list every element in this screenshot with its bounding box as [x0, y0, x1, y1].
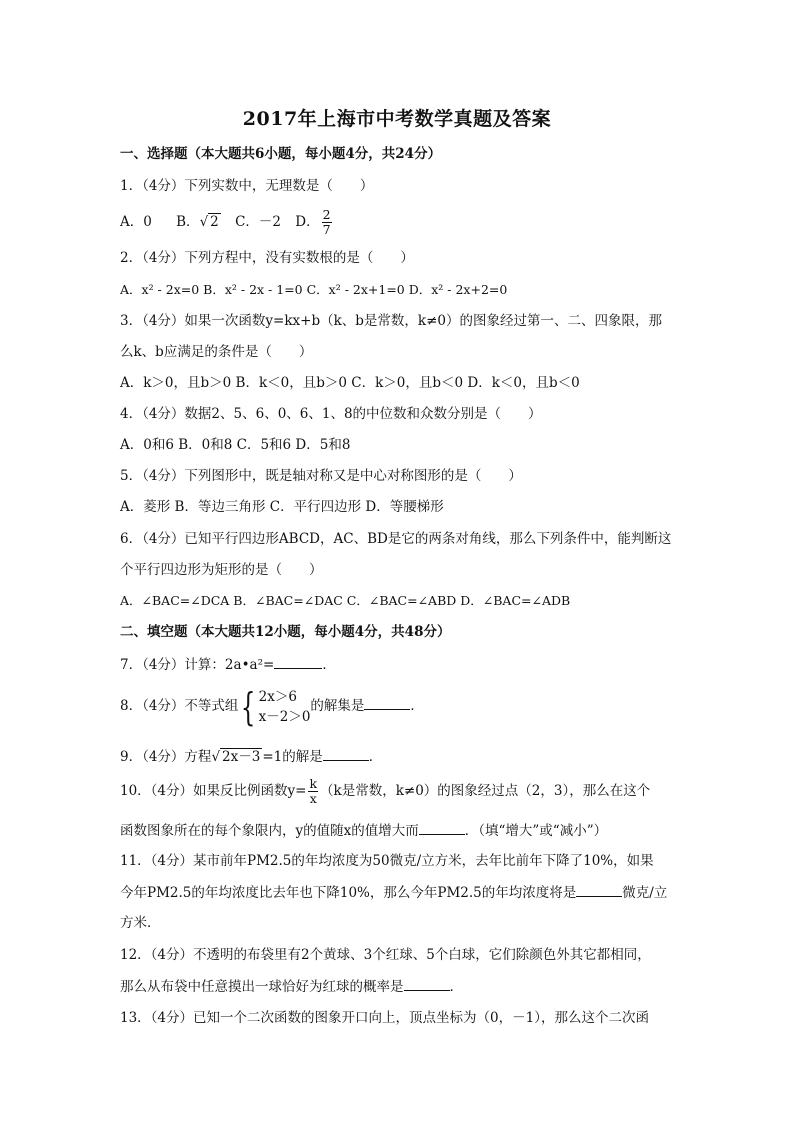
fraction-denominator: 7: [322, 222, 331, 237]
question-11-line2b: 微克/立: [622, 885, 668, 901]
question-4-options: A．0和6 B．0和8 C．5和6 D．5和8: [120, 437, 351, 453]
period: ．: [322, 657, 336, 673]
section-heading-fill: 二、填空题（本大题共12小题，每小题4分，共48分）: [120, 624, 451, 640]
option-b-label: B．: [176, 214, 200, 230]
question-12-line2: [120, 976, 463, 997]
question-9-suffix: =1的解是: [262, 749, 323, 765]
question-12-line1: 12．（4分）不透明的布袋里有2个黄球、3个红球、5个白球，它们除颜色外其它都相同，: [120, 947, 651, 963]
question-1-stem: 1．（4分）下列实数中，无理数是（ ）: [120, 178, 374, 194]
fraction-denominator: x: [309, 791, 317, 806]
question-10-prefix: 10．（4分）如果反比例函数y=: [120, 783, 307, 799]
question-10-line1: [120, 776, 650, 806]
question-7: [120, 654, 336, 675]
inequality-row-1: 2x＞6: [258, 688, 297, 705]
fraction: [308, 777, 318, 806]
question-11-line2a: 今年PM2.5的年均浓度比去年也下降10%，那么今年PM2.5的年均浓度将是: [120, 885, 577, 901]
answer-blank: [274, 654, 322, 669]
question-6-stem-line2: 个平行四边形为矩形的是（ ）: [120, 562, 323, 578]
answer-blank: [576, 882, 622, 897]
question-4-stem: 4．（4分）数据2、5、6、0、6、1、8的中位数和众数分别是（ ）: [120, 406, 542, 422]
period: ．: [410, 698, 424, 714]
question-2-stem: 2．（4分）下列方程中，没有实数根的是（ ）: [120, 250, 414, 266]
question-10-suffix: （k是常数，k≠0）的图象经过点（2，3），那么在这个: [320, 783, 651, 799]
question-11-line3: 方米．: [120, 915, 161, 931]
question-9-prefix: 9．（4分）方程: [120, 749, 212, 765]
sqrt-symbol: √: [199, 214, 209, 230]
question-3-stem-line1: 3．（4分）如果一次函数y=kx+b（k、b是常数，k≠0）的图象经过第一、二、四象限，那: [120, 313, 663, 329]
question-5-options: A．菱形 B．等边三角形 C．平行四边形 D．等腰梯形: [120, 499, 444, 515]
radicand: 2x－3: [222, 749, 261, 765]
section-heading-choice: 一、选择题（本大题共6小题，每小题4分，共24分）: [120, 146, 442, 162]
inequality-system: [259, 687, 311, 727]
question-11-line1: 11．（4分）某市前年PM2.5的年均浓度为50微克/立方米，去年比前年下降了10%，如果: [120, 853, 654, 869]
question-10-line2: [120, 820, 607, 841]
fraction-numerator: k: [309, 776, 318, 791]
fraction-numerator: 2: [322, 207, 331, 222]
option-a: A．0: [120, 214, 152, 230]
question-8-suffix: 的解集是: [310, 698, 365, 714]
option-d-label: D．: [295, 214, 320, 230]
period: ．: [449, 979, 463, 995]
fraction: [322, 208, 332, 237]
sqrt-symbol: √: [211, 749, 221, 765]
answer-blank: [323, 746, 369, 761]
page-title: 2017年上海市中考数学真题及答案: [242, 108, 552, 130]
option-c: C．－2: [235, 214, 281, 230]
question-1-options: [120, 208, 334, 237]
question-7-stem: 7．（4分）计算：2a•a²=: [120, 657, 275, 673]
question-9: [120, 746, 382, 767]
question-13-line1: 13．（4分）已知一个二次函数的图象开口向上，顶点坐标为（0，－1），那么这个二次函: [120, 1010, 649, 1026]
question-8: [120, 686, 424, 727]
answer-blank: [364, 695, 410, 710]
question-5-stem: 5．（4分）下列图形中，既是轴对称又是中心对称图形的是（ ）: [120, 468, 522, 484]
period: ．: [368, 749, 383, 765]
question-10-line2a: 函数图象所在的每个象限内，y的值随x的值增大而: [120, 823, 419, 839]
answer-blank: [404, 976, 450, 991]
question-3-stem-line2: 么k、b应满足的条件是（ ）: [120, 344, 313, 360]
question-10-line2b: ．（填“增大”或“减小”）: [464, 823, 608, 839]
question-6-stem-line1: 6．（4分）已知平行四边形ABCD，AC、BD是它的两条对角线，那么下列条件中，能判断这: [120, 531, 672, 547]
radicand: 2: [210, 214, 219, 230]
question-3-options: A．k＞0，且b＞0 B．k＜0，且b＞0 C．k＞0，且b＜0 D．k＜0，且b＜0: [120, 375, 580, 391]
brace: {: [241, 684, 256, 729]
question-2-options: A．x² - 2x=0 B．x² - 2x - 1=0 C．x² - 2x+1=0 D．x² - 2x+2=0: [120, 282, 508, 297]
answer-blank: [419, 820, 465, 835]
question-12-line2-text: 那么从布袋中任意摸出一球恰好为红球的概率是: [120, 979, 404, 995]
question-11-line2: [120, 882, 667, 903]
question-8-prefix: 8．（4分）不等式组: [120, 698, 239, 714]
question-6-options: A．∠BAC=∠DCA B．∠BAC=∠DAC C．∠BAC=∠ABD D．∠BAC=∠ADB: [120, 593, 571, 608]
inequality-row-2: x－2＞0: [258, 708, 311, 725]
